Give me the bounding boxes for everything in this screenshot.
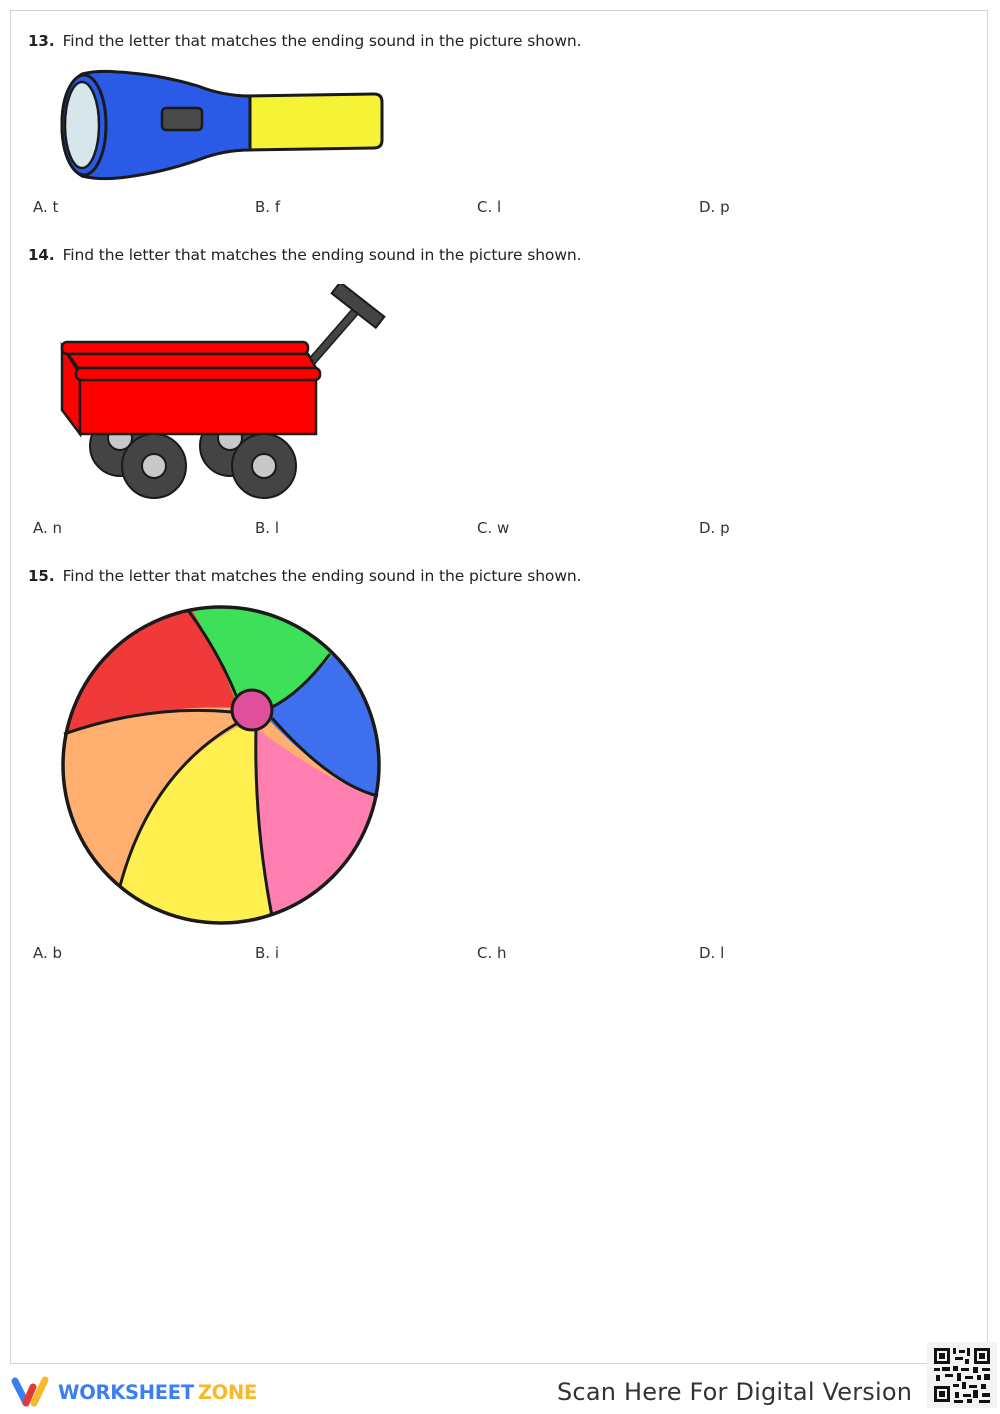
question-prompt: Find the letter that matches the ending sound in the picture shown. <box>62 246 582 264</box>
question-number: 13. <box>28 32 55 50</box>
options-15 <box>33 944 933 962</box>
option-d[interactable]: D. p <box>699 519 730 537</box>
option-d[interactable]: D. l <box>699 944 725 962</box>
question-number: 15. <box>28 567 55 585</box>
option-a[interactable]: A. n <box>33 519 63 537</box>
option-b[interactable]: B. f <box>255 198 281 216</box>
option-b[interactable]: B. l <box>255 519 279 537</box>
qr-code-icon[interactable] <box>927 1342 997 1408</box>
brand-primary: WORKSHEET <box>58 1380 194 1404</box>
wagon-image <box>58 284 386 504</box>
worksheet-zone-logo[interactable] <box>10 1375 257 1409</box>
question-prompt: Find the letter that matches the ending sound in the picture shown. <box>62 567 582 585</box>
option-a[interactable]: A. t <box>33 198 59 216</box>
option-c[interactable]: C. h <box>477 944 507 962</box>
option-c[interactable]: C. l <box>477 198 502 216</box>
logo-w-icon <box>10 1375 50 1409</box>
options-13 <box>33 198 933 216</box>
option-d[interactable]: D. p <box>699 198 730 216</box>
question-14 <box>28 245 968 265</box>
option-a[interactable]: A. b <box>33 944 63 962</box>
brand-secondary: ZONE <box>197 1380 257 1404</box>
option-b[interactable]: B. i <box>255 944 279 962</box>
scan-text: Scan Here For Digital Version <box>557 1378 913 1406</box>
question-number: 14. <box>28 246 55 264</box>
question-15 <box>28 566 968 586</box>
options-14 <box>33 519 933 537</box>
question-prompt: Find the letter that matches the ending sound in the picture shown. <box>62 32 582 50</box>
beach-ball-image <box>60 604 384 928</box>
option-c[interactable]: C. w <box>477 519 510 537</box>
flashlight-image <box>58 68 386 184</box>
question-13 <box>28 31 968 51</box>
